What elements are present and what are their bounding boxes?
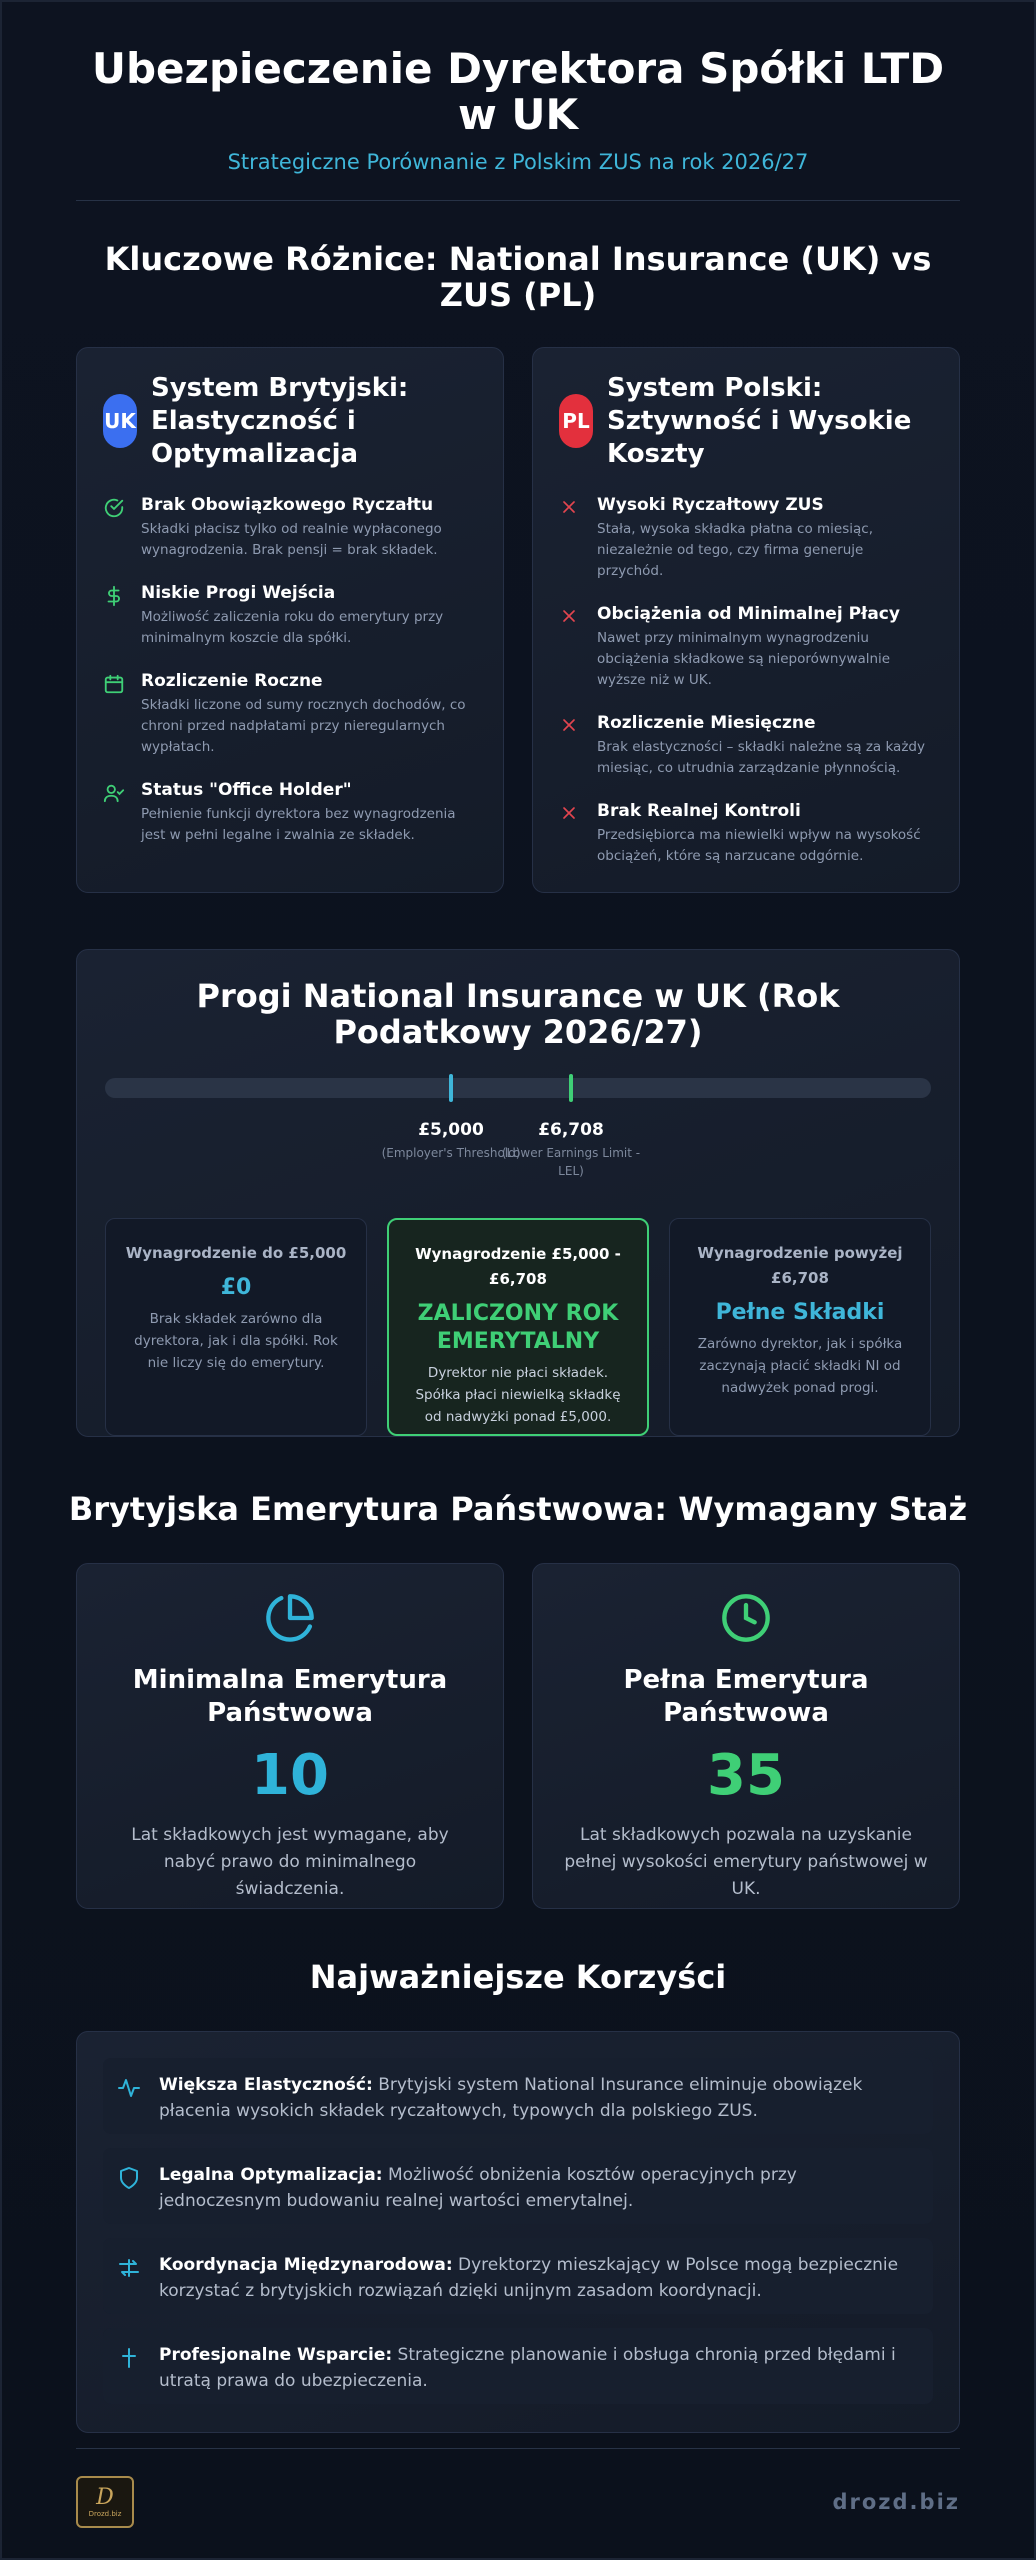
uk-item-text: Składki płacisz tylko od realnie wypłaconego wynagrodzenia. Brak pensji = brak składek. bbox=[141, 521, 442, 558]
threshold-caption: (Employer's Threshold) bbox=[381, 1146, 521, 1160]
tier-value: £0 bbox=[220, 1275, 252, 1300]
dollar-icon bbox=[103, 583, 127, 649]
threshold-bar bbox=[105, 1078, 931, 1178]
divider bbox=[76, 200, 960, 201]
pension-card-full bbox=[532, 1563, 960, 1909]
benefits-title: Najważniejsze Korzyści bbox=[309, 1958, 727, 1996]
salary-tiers bbox=[105, 1218, 931, 1436]
salary-tier bbox=[105, 1218, 367, 1436]
uk-item bbox=[103, 671, 477, 758]
uk-item bbox=[103, 780, 477, 846]
threshold-label bbox=[496, 1120, 646, 1180]
pin-icon bbox=[117, 2342, 145, 2390]
uk-item-text: Możliwość zaliczenia roku do emerytury przy minimalnym koszcie dla spółki. bbox=[141, 609, 444, 646]
shield-icon bbox=[117, 2162, 145, 2210]
pl-item-title: Wysoki Ryczałtowy ZUS bbox=[597, 495, 824, 515]
benefit-item bbox=[103, 2238, 933, 2314]
pension-card-minimum bbox=[76, 1563, 504, 1909]
uk-item bbox=[103, 583, 477, 649]
x-icon bbox=[559, 801, 583, 867]
pl-item bbox=[559, 495, 933, 582]
check-circle-icon bbox=[103, 495, 127, 561]
uk-card-title: System Brytyjski: Elastyczność i Optymalizacja bbox=[151, 373, 409, 469]
logo-letter: D bbox=[96, 2485, 114, 2510]
uk-item-text: Składki liczone od sumy rocznych dochodów, co chroni przed nadpłatami przy nieregularnych wypłatach. bbox=[141, 697, 466, 755]
pl-item bbox=[559, 801, 933, 867]
uk-item bbox=[103, 495, 477, 561]
tier-value: ZALICZONY ROK EMERYTALNY bbox=[417, 1301, 619, 1354]
pension-years-number: 35 bbox=[707, 1743, 785, 1808]
uk-item-text: Pełnienie funkcji dyrektora bez wynagrodzenia jest w pełni legalne i zwalnia ze składek. bbox=[141, 806, 456, 843]
pl-item-text: Stała, wysoka składka płatna co miesiąc, niezależnie od tego, czy firma generuje przychód. bbox=[597, 521, 874, 579]
benefit-item bbox=[103, 2148, 933, 2224]
salary-tier-highlighted bbox=[387, 1218, 649, 1436]
benefit-text: Dyrektorzy mieszkający w Polsce mogą bezpiecznie korzystać z brytyjskich rozwiązań dzięki unijnym zasadom koordynacji. bbox=[159, 2255, 899, 2301]
pl-item-text: Brak elastyczności – składki należne są za każdy miesiąc, co utrudnia zarządzanie płynnością. bbox=[597, 739, 925, 776]
pl-item-title: Brak Realnej Kontroli bbox=[597, 801, 801, 821]
pl-item-title: Obciążenia od Minimalnej Płacy bbox=[597, 604, 900, 624]
pension-card-title: Minimalna Emerytura Państwowa bbox=[132, 1665, 448, 1728]
pl-card-title: System Polski: Sztywność i Wysokie Koszty bbox=[607, 373, 912, 469]
tier-text: Dyrektor nie płaci składek. Spółka płaci niewielką składkę od nadwyżki ponad £5,000. bbox=[415, 1365, 621, 1425]
pl-system-card bbox=[532, 347, 960, 893]
tier-value: Pełne Składki bbox=[715, 1300, 885, 1325]
page-subtitle: Strategiczne Porównanie z Polskim ZUS na rok 2026/27 bbox=[227, 150, 809, 174]
thresholds-title: Progi National Insurance w UK (Rok Podatkowy 2026/27) bbox=[196, 977, 840, 1051]
uk-badge: UK bbox=[103, 394, 137, 448]
ni-thresholds-card bbox=[76, 949, 960, 1437]
pension-card-text: Lat składkowych pozwala na uzyskanie pełnej wysokości emerytury państwowej w UK. bbox=[564, 1825, 928, 1899]
tier-text: Brak składek zarówno dla dyrektora, jak i dla spółki. Rok nie liczy się do emerytury. bbox=[134, 1311, 338, 1371]
pension-years-number: 10 bbox=[251, 1743, 329, 1808]
pension-section bbox=[2, 1491, 1034, 1909]
differences-title: Kluczowe Różnice: National Insurance (UK) vs ZUS (PL) bbox=[104, 240, 932, 314]
benefit-item bbox=[103, 2058, 933, 2134]
benefit-text: Możliwość obniżenia kosztów operacyjnych przy jednoczesnym budowaniu realnej wartości emerytalnej. bbox=[159, 2165, 797, 2211]
benefit-text: Strategiczne planowanie i obsługa chronią przed błędami i utratą prawa do ubezpieczenia. bbox=[159, 2345, 896, 2391]
pl-item bbox=[559, 713, 933, 779]
calendar-icon bbox=[103, 671, 127, 758]
pie-chart-icon bbox=[107, 1592, 473, 1648]
footer bbox=[76, 2472, 960, 2532]
threshold-caption: (Lower Earnings Limit - LEL) bbox=[501, 1146, 641, 1178]
arrows-icon bbox=[117, 2252, 145, 2300]
x-icon bbox=[559, 495, 583, 582]
uk-system-card bbox=[76, 347, 504, 893]
threshold-value: £5,000 bbox=[418, 1120, 484, 1140]
benefits-card bbox=[76, 2031, 960, 2433]
benefits-section bbox=[2, 1959, 1034, 2433]
pl-item bbox=[559, 604, 933, 691]
threshold-marker bbox=[449, 1074, 453, 1102]
logo-text: Drozd.biz bbox=[88, 2510, 122, 2518]
tier-heading: Wynagrodzenie do £5,000 bbox=[125, 1244, 347, 1262]
differences-section bbox=[2, 241, 1034, 893]
pension-card-title: Pełna Emerytura Państwowa bbox=[623, 1665, 869, 1728]
salary-tier bbox=[669, 1218, 931, 1436]
tier-text: Zarówno dyrektor, jak i spółka zaczynają płacić składki NI od nadwyżek ponad progi. bbox=[697, 1336, 903, 1396]
benefit-title: Większa Elastyczność: bbox=[159, 2075, 373, 2095]
threshold-marker bbox=[569, 1074, 573, 1102]
benefit-text: Brytyjski system National Insurance eliminuje obowiązek płacenia wysokich składek ryczałtowych, typowych dla polskiego ZUS. bbox=[159, 2075, 863, 2121]
user-check-icon bbox=[103, 780, 127, 846]
pension-title: Brytyjska Emerytura Państwowa: Wymagany Staż bbox=[68, 1490, 968, 1528]
header bbox=[2, 2, 1034, 201]
pl-badge: PL bbox=[559, 394, 593, 448]
pl-item-text: Przedsiębiorca ma niewielki wpływ na wysokość obciążeń, które są narzucane odgórnie. bbox=[597, 827, 921, 864]
uk-item-title: Brak Obowiązkowego Ryczałtu bbox=[141, 495, 434, 515]
benefit-item bbox=[103, 2328, 933, 2404]
x-icon bbox=[559, 604, 583, 691]
activity-icon bbox=[117, 2072, 145, 2120]
page-title: Ubezpieczenie Dyrektora Spółki LTD w UK bbox=[91, 44, 945, 139]
pension-card-text: Lat składkowych jest wymagane, aby nabyć prawo do minimalnego świadczenia. bbox=[131, 1825, 449, 1899]
footer-divider bbox=[76, 2448, 960, 2449]
pl-item-title: Rozliczenie Miesięczne bbox=[597, 713, 816, 733]
x-icon bbox=[559, 713, 583, 779]
clock-icon bbox=[563, 1592, 929, 1648]
benefit-title: Legalna Optymalizacja: bbox=[159, 2165, 383, 2185]
tier-heading: Wynagrodzenie £5,000 - £6,708 bbox=[415, 1245, 621, 1288]
uk-item-title: Status "Office Holder" bbox=[141, 780, 352, 800]
threshold-value: £6,708 bbox=[538, 1120, 604, 1140]
benefit-title: Profesjonalne Wsparcie: bbox=[159, 2345, 393, 2365]
tier-heading: Wynagrodzenie powyżej £6,708 bbox=[697, 1244, 903, 1287]
pl-item-text: Nawet przy minimalnym wynagrodzeniu obciążenia składkowe są nieporównywalnie wyższe niż w UK. bbox=[597, 630, 891, 688]
uk-item-title: Niskie Progi Wejścia bbox=[141, 583, 336, 603]
site-link[interactable]: drozd.biz bbox=[832, 2490, 960, 2514]
benefit-title: Koordynacja Międzynarodowa: bbox=[159, 2255, 453, 2275]
drozd-logo bbox=[76, 2476, 134, 2528]
uk-item-title: Rozliczenie Roczne bbox=[141, 671, 323, 691]
